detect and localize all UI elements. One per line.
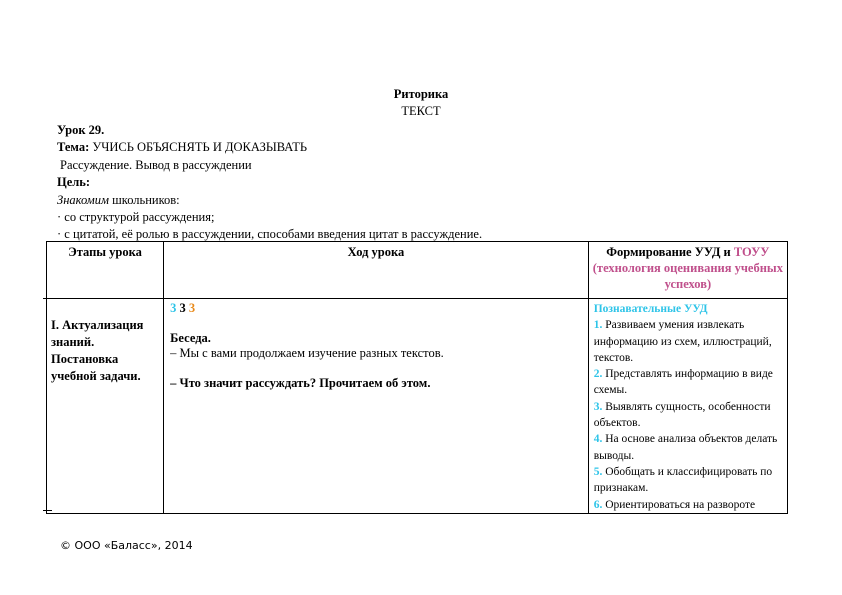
uud-item-number: 4. <box>593 433 603 446</box>
score-marks <box>170 301 582 316</box>
score-mark: 3 <box>188 301 196 315</box>
uud-item-number: 6. <box>593 498 603 511</box>
copyright-footer: © ООО «Баласс», 2014 <box>60 539 193 552</box>
uud-item <box>594 366 783 399</box>
header-uud-part1: Формирование УУД и <box>606 245 734 259</box>
stage-line: Постановка <box>51 352 119 366</box>
stage-line: I. Актуализация <box>51 318 144 332</box>
uud-item-text: Обобщать и классифицировать по признакам. <box>593 465 773 495</box>
table-row <box>47 299 788 514</box>
uud-item-text: Развиваем умения извлекать информацию из схем, иллюстраций, текстов. <box>593 319 772 364</box>
uud-item <box>594 431 783 464</box>
uud-item-text: Представлять информацию в виде схемы. <box>593 368 773 397</box>
uud-item <box>594 399 783 432</box>
stage-cell <box>47 299 164 514</box>
uud-cell <box>588 299 787 514</box>
uud-item-text: Ориентироваться на развороте <box>602 498 756 511</box>
uud-item-text: Выявлять сущность, особенности объектов. <box>593 400 771 430</box>
goal-item: · со структурой рассуждения; <box>57 210 215 224</box>
table-edge-mark <box>43 298 52 299</box>
uud-item-text: На основе анализа объектов делать выводы. <box>593 433 778 462</box>
uud-item-number: 1. <box>593 319 603 332</box>
goal-item: · с цитатой, её ролью в рассуждении, способами введения цитат в рассуждение. <box>57 227 483 241</box>
score-mark: 3 <box>179 301 186 315</box>
uud-item <box>594 317 783 366</box>
goal-intro-italic: Знакомим <box>57 193 109 207</box>
uud-title: Познавательные УУД <box>593 303 708 315</box>
topic-label: Тема: <box>57 140 90 154</box>
stage-line: учебной задачи. <box>51 369 141 383</box>
header-uud <box>588 242 787 299</box>
lesson-number: Урок 29. <box>57 123 105 137</box>
table-edge-mark <box>43 510 52 511</box>
header-course: Ход урока <box>164 242 589 299</box>
topic-text: УЧИСЬ ОБЪЯСНЯТЬ И ДОКАЗЫВАТЬ <box>89 140 308 154</box>
course-cell <box>164 299 589 514</box>
lesson-topic <box>57 140 307 155</box>
header-uud-part2: (технология оценивания учебных успехов) <box>592 261 783 291</box>
lesson-table <box>46 241 788 514</box>
header-uud-toou: ТОУУ <box>733 245 770 259</box>
lesson-subtopic: Рассуждение. Вывод в рассуждении <box>60 158 252 172</box>
document-title: Риторика <box>393 87 449 101</box>
uud-item-number: 3. <box>593 400 603 413</box>
header-stage: Этапы урока <box>47 242 164 299</box>
goal-intro <box>57 193 180 208</box>
goal-label: Цель: <box>57 175 91 189</box>
goal-intro-rest: школьников: <box>109 193 180 207</box>
uud-item <box>594 497 783 513</box>
course-line: – Мы с вами продолжаем изучение разных текстов. <box>170 346 444 360</box>
course-question: – Что значит рассуждать? Прочитаем об этом. <box>170 376 431 390</box>
uud-item-number: 2. <box>593 368 603 381</box>
stage-line: знаний. <box>51 335 95 349</box>
uud-item <box>594 464 783 497</box>
course-title: Беседа. <box>170 331 211 345</box>
uud-item-number: 5. <box>593 465 603 478</box>
score-mark: 3 <box>170 301 177 315</box>
document-subtitle: ТЕКСТ <box>401 104 441 118</box>
table-header-row <box>47 242 788 299</box>
